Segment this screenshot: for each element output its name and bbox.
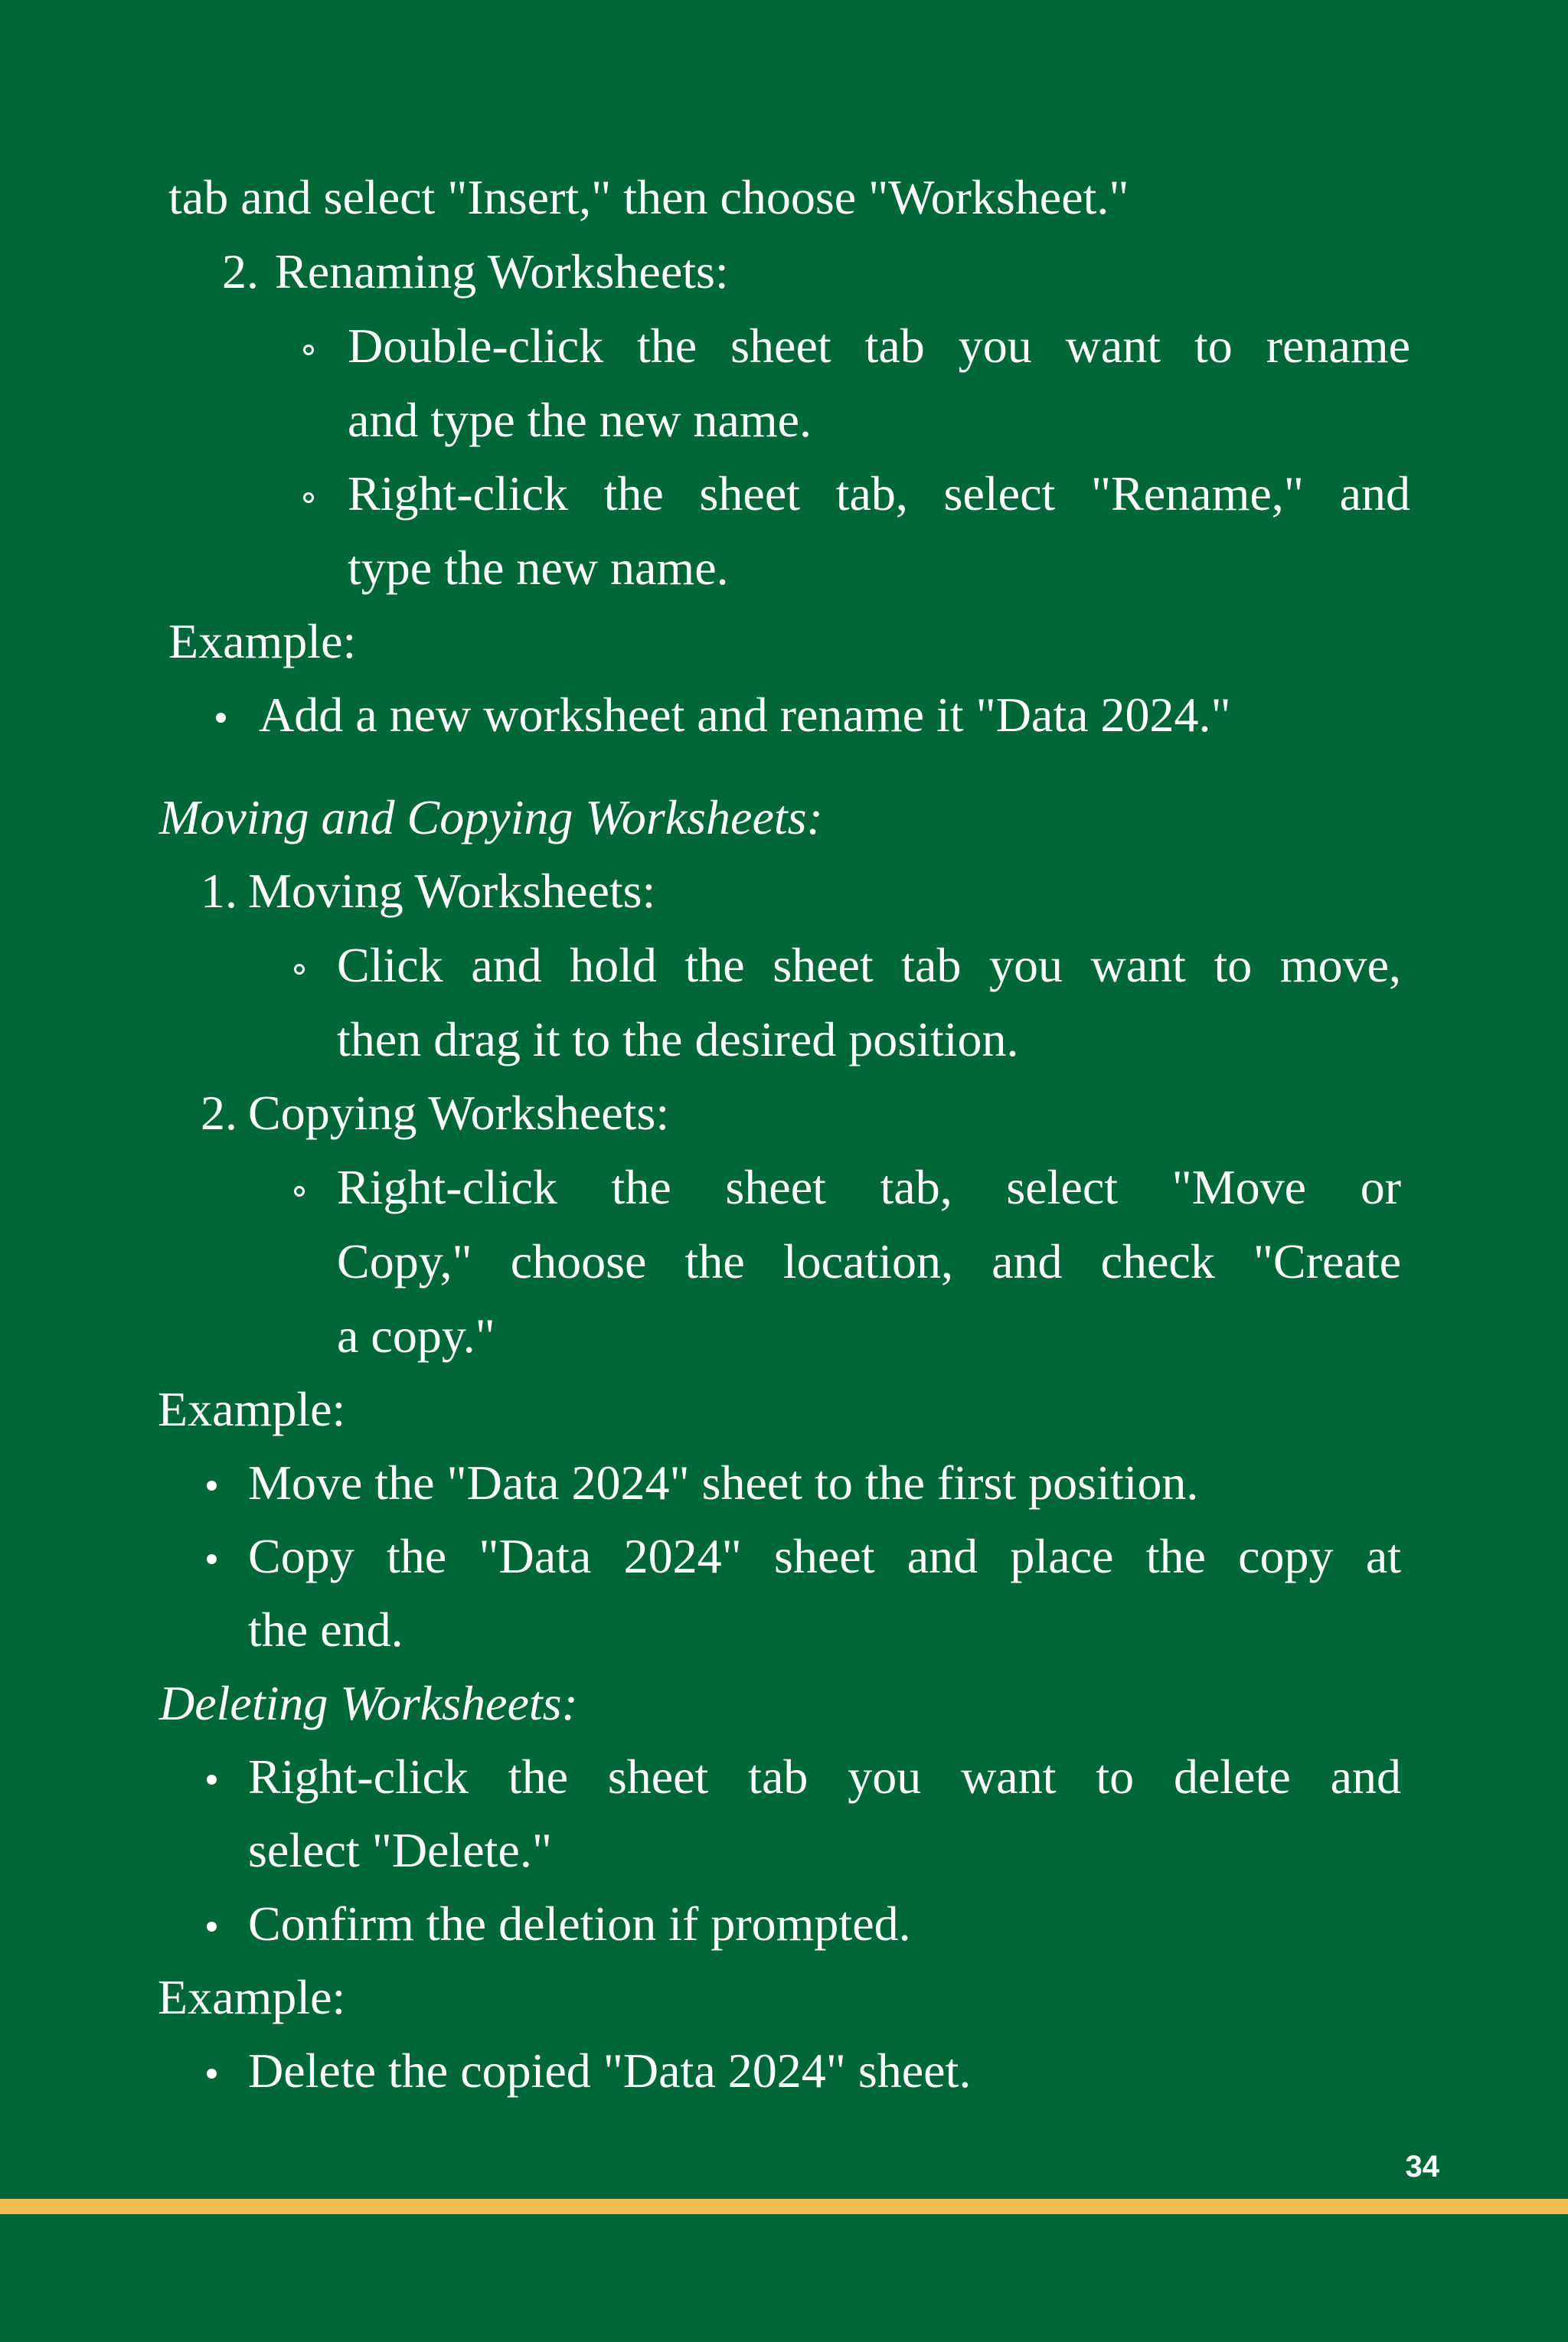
list-item-title: Moving Worksheets: [248, 864, 656, 918]
list-item-title: Renaming Worksheets: [275, 244, 729, 299]
continuation-text: tab and select "Insert," then choose "Worksheet." [168, 170, 1129, 224]
example-item: Delete the copied "Data 2024" sheet. [248, 2043, 972, 2098]
list-item: Right-click the sheet tab you want to delete and [248, 1749, 1401, 1804]
example-label: Example: [158, 1970, 346, 2024]
list-subitem-text: and type the new name. [348, 393, 812, 447]
disc-bullet-icon [207, 2069, 217, 2079]
disc-bullet-icon [207, 1922, 217, 1932]
list-item: Confirm the deletion if prompted. [248, 1896, 911, 1951]
example-item: the end. [248, 1602, 403, 1657]
circle-bullet-icon [303, 345, 314, 355]
list-subitem-text: a copy." [337, 1308, 495, 1363]
section-heading: Moving and Copying Worksheets: [159, 790, 823, 844]
disc-bullet-icon [207, 1775, 217, 1785]
example-item: Copy the "Data 2024" sheet and place the copy at [248, 1529, 1401, 1583]
list-subitem-text: Right-click the sheet tab, select "Rename," and [348, 466, 1410, 521]
list-item: select "Delete." [248, 1823, 552, 1877]
list-number: 2. [222, 244, 259, 299]
circle-bullet-icon [303, 492, 314, 503]
disc-bullet-icon [207, 1554, 217, 1564]
example-label: Example: [158, 1382, 346, 1436]
disc-bullet-icon [216, 713, 226, 723]
list-subitem-text: type the new name. [348, 541, 729, 595]
disc-bullet-icon [207, 1481, 217, 1491]
circle-bullet-icon [294, 1186, 305, 1197]
list-subitem-text: Click and hold the sheet tab you want to move, [337, 938, 1401, 992]
list-number: 2. [201, 1086, 237, 1140]
list-number: 1. [201, 864, 237, 918]
page-number: 34 [1405, 2150, 1439, 2184]
example-label: Example: [168, 614, 357, 668]
list-subitem-text: Copy," choose the location, and check "Create [337, 1234, 1401, 1289]
list-item-title: Copying Worksheets: [248, 1086, 670, 1140]
example-item: Add a new worksheet and rename it "Data 2024." [259, 688, 1231, 742]
example-item: Move the "Data 2024" sheet to the first position. [248, 1455, 1199, 1510]
list-subitem-text: Double-click the sheet tab you want to rename [348, 318, 1410, 373]
circle-bullet-icon [294, 964, 305, 975]
list-subitem-text: Right-click the sheet tab, select "Move or [337, 1160, 1401, 1214]
footer-divider [0, 2199, 1568, 2214]
list-subitem-text: then drag it to the desired position. [337, 1012, 1019, 1066]
section-heading: Deleting Worksheets: [159, 1676, 578, 1730]
